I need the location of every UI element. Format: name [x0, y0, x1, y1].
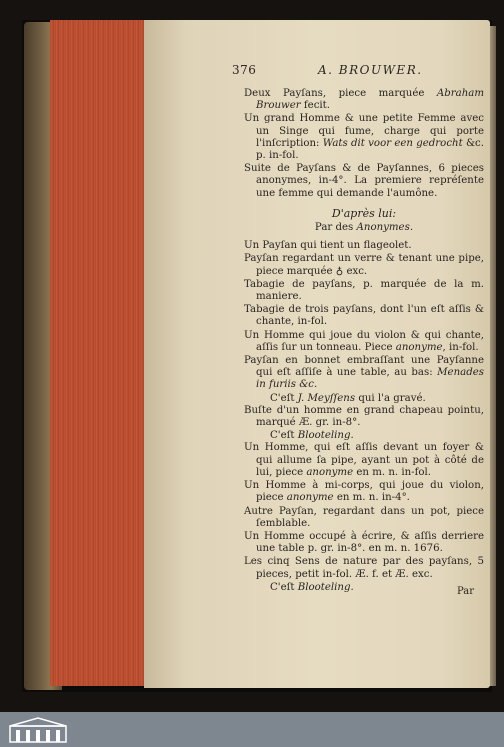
running-title: A. BROUWER. [318, 63, 423, 77]
catalog-entry: Tabagie de trois payſans, dont l'un eſt aſſis & chante, in-fol. [244, 304, 484, 328]
catalog-entry: Les cinq Sens de nature par des payſans, 5 pieces, petit in-fol. Æ. f. et Æ. exc. [244, 556, 484, 580]
credit-line: C'eſt Blooteling. [270, 430, 354, 442]
catalog-entry: Un Homme à mi-corps, qui joue du violon, piece anonyme en m. n. in-4°. [244, 480, 484, 504]
section-subheading: Par des Anonymes. [314, 222, 414, 234]
catalog-entry: Suite de Payſans & de Payſannes, 6 pieces anonymes, in-4°. La premiere repréſente une femme qui demande l'aumône. [244, 163, 484, 199]
catalog-entry: Buſte d'un homme en grand chapeau pointu, marqué Æ. gr. in-8°. [244, 404, 484, 429]
catalog-entry: Autre Payſan, regardant dans un pot, piece ſemblable. [244, 505, 484, 529]
catalog-entry: Un Homme, qui eſt aſſis devant un foyer & qui allume ſa pipe, ayant un pot à côté de lui, piece anonyme en m. n. in-fol. [244, 442, 484, 478]
catalog-entry: Tabagie de payſans, p. marquée de la m. maniere. [244, 278, 484, 303]
section-heading: D'après lui: [331, 206, 397, 220]
credit-line: C'eſt Blooteling. [270, 581, 354, 593]
catchword: Par [456, 586, 474, 597]
catalog-entry: Un Payſan qui tient un flageolet. [244, 240, 412, 252]
catalog-entry: Payſan regardant un verre & tenant une pipe, piece marquée ♁ exc. [244, 253, 484, 277]
page-text [244, 88, 484, 594]
book-page [144, 20, 490, 688]
catalog-entry: Un Homme occupé à écrire, & aſſis derriere une table p. gr. in-8°. en m. n. 1676. [244, 530, 484, 555]
catalog-entry: Payſan en bonnet embraſſant une Payſanne qui eſt aſſiſe à une table, au bas: Menades in furiis &c. [244, 355, 484, 391]
catalog-entry: Deux Payſans, piece marquée Abraham Brouwer fecit. [244, 88, 484, 112]
catalog-entry: Un grand Homme & une petite Femme avec un Singe qui fume, charge qui porte l'inſcription: Wats dit voor een gedrocht &c. p. in-fol. [244, 113, 484, 162]
catalog-entry: Un Homme qui joue du violon & qui chante, aſſis ſur un tonneau. Piece anonyme, in-fol. [244, 329, 484, 353]
credit-line: C'eſt J. Meyſſens qui l'a gravé. [270, 392, 426, 404]
footer-bar [0, 712, 504, 747]
page-number: 376 [232, 63, 257, 77]
library-building-logo [8, 716, 68, 744]
page-edges [50, 20, 146, 686]
